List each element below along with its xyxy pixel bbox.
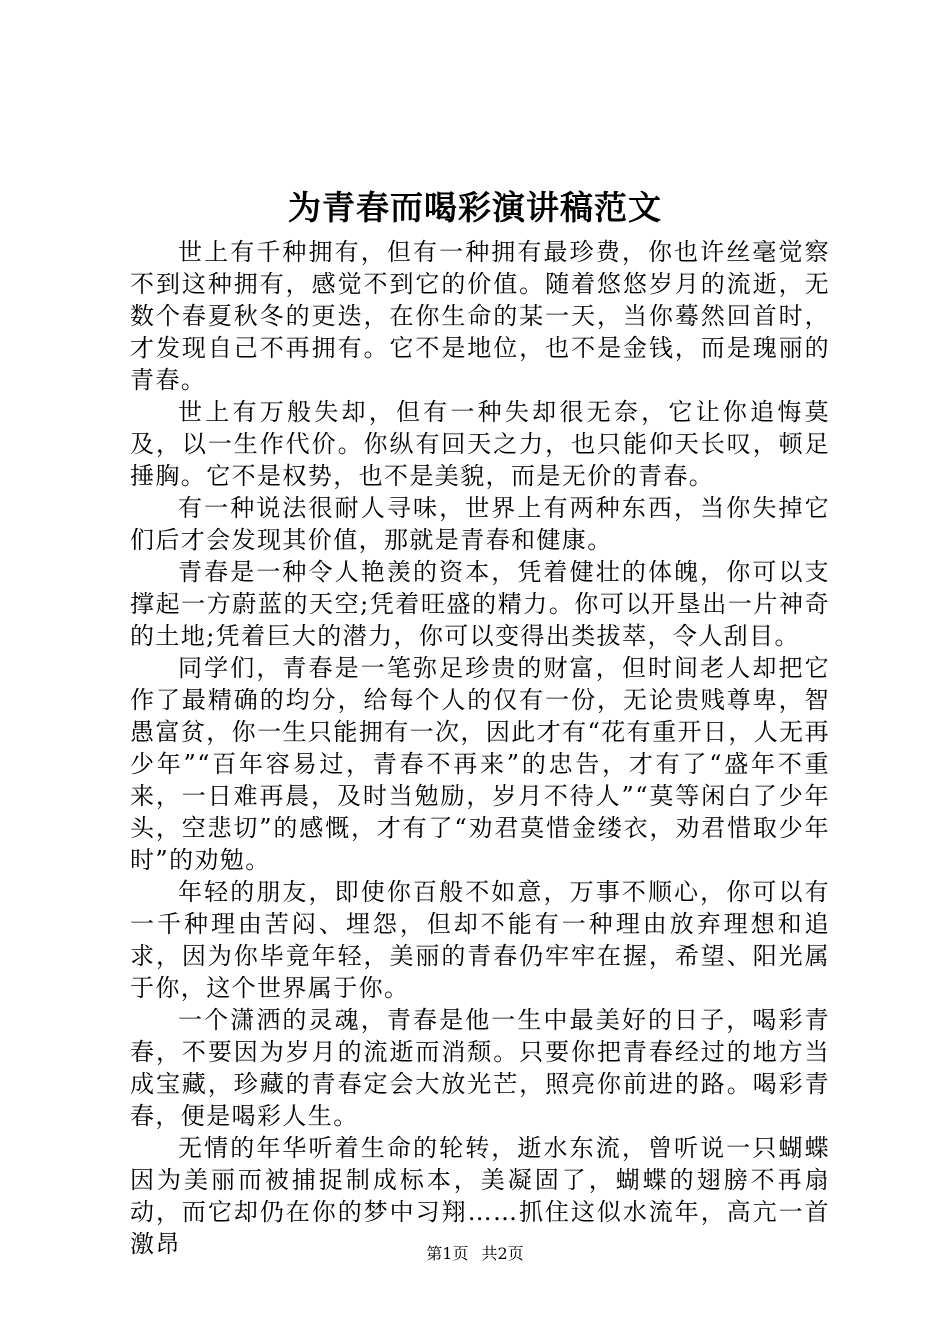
- page-footer: [0, 1243, 950, 1265]
- paragraph-6: 年轻的朋友，即使你百般不如意，万事不顺心，你可以有一千种理由苦闷、埋怨，但却不能有一种理由放弃理想和追求，因为你毕竟年轻，美丽的青春仍牢牢在握，希望、阳光属于你，这个世界属于你。: [130, 878, 830, 1002]
- paragraph-4: 青春是一种令人艳羡的资本，凭着健壮的体魄，你可以支撑起一方蔚蓝的天空;凭着旺盛的精力。你可以开垦出一片神奇的土地;凭着巨大的潜力，你可以变得出类拔萃，令人刮目。: [130, 558, 830, 650]
- page-number-current: 第1页: [426, 1244, 469, 1263]
- paragraph-5: 同学们，青春是一笔弥足珍贵的财富，但时间老人却把它作了最精确的均分，给每个人的仅有一份，无论贵贱尊卑，智愚富贫，你一生只能拥有一次，因此才有“花有重开日，人无再少年”“百年容易过，青春不再来”的忠告，才有了“盛年不重来，一日难再晨，及时当勉励，岁月不待人”“莫等闲白了少年头，空悲切”的感慨，才有了“劝君莫惜金缕衣，劝君惜取少年时”的劝勉。: [130, 654, 830, 874]
- paragraph-2: 世上有万般失却，但有一种失却很无奈，它让你追悔莫及，以一生作代价。你纵有回天之力，也只能仰天长叹，顿足捶胸。它不是权势，也不是美貌，而是无价的青春。: [130, 398, 830, 490]
- document-title: 为青春而喝彩演讲稿范文: [288, 188, 662, 227]
- paragraph-8: 无情的年华听着生命的轮转，逝水东流，曾听说一只蝴蝶因为美丽而被捕捉制成标本，美凝固了，蝴蝶的翅膀不再扇动，而它却仍在你的梦中习翔……抓住这似水流年，高亢一首激昂: [130, 1134, 830, 1258]
- paragraph-3: 有一种说法很耐人寻味，世界上有两种东西，当你失掉它们后才会发现其价值，那就是青春和健康。: [130, 494, 830, 554]
- paragraph-1: 世上有千种拥有，但有一种拥有最珍费，你也许丝毫觉察不到这种拥有，感觉不到它的价值。随着悠悠岁月的流逝，无数个春夏秋冬的更迭，在你生命的某一天，当你蓦然回首时，才发现自己不再拥有。它不是地位，也不是金钱，而是瑰丽的青春。: [130, 238, 830, 394]
- paragraph-7: 一个潇洒的灵魂，青春是他一生中最美好的日子，喝彩青春，不要因为岁月的流逝而消颓。只要你把青春经过的地方当成宝藏，珍藏的青春定会大放光芒，照亮你前进的路。喝彩青春，便是喝彩人生。: [130, 1006, 830, 1130]
- document-body: [130, 236, 830, 1260]
- page-number-total: 共2页: [481, 1244, 524, 1263]
